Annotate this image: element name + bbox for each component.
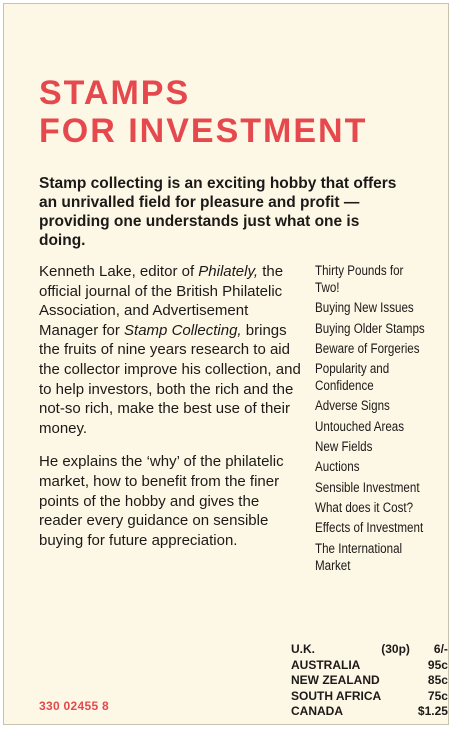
price-extra <box>381 673 418 689</box>
contents-item: Auctions <box>315 459 360 475</box>
contents-item: What does it Cost? <box>315 499 414 515</box>
contents-item: Effects of Investment <box>315 520 424 536</box>
contents-item: The International Market <box>315 540 403 573</box>
contents-item: Adverse Signs <box>315 398 390 414</box>
book-title <box>39 74 367 150</box>
price-row <box>291 673 448 689</box>
title-line-2: FOR INVESTMENT <box>39 112 368 150</box>
contents-item: Thirty Pounds for Two! <box>315 263 404 295</box>
description-column <box>39 262 304 564</box>
price-extra: (30p) <box>381 642 410 656</box>
price-row <box>291 642 448 658</box>
title-line-1: STAMPS <box>39 74 191 112</box>
book-back-cover <box>3 3 449 725</box>
paragraph-1-text-a: Kenneth Lake, editor of <box>39 263 199 280</box>
price-amount: 6/- <box>433 642 448 656</box>
price-amount: 75c <box>427 688 448 703</box>
price-row <box>291 704 448 720</box>
price-extra <box>381 689 418 705</box>
contents-item: Buying Older Stamps <box>315 320 425 336</box>
price-country: CANADA <box>291 704 343 718</box>
contents-item: Beware of Forgeries <box>315 340 420 356</box>
price-row <box>291 689 448 705</box>
contents-item: New Fields <box>315 439 373 455</box>
price-country: SOUTH AFRICA <box>291 688 382 703</box>
contents-item: Sensible Investment <box>315 479 420 495</box>
paragraph-1-text-c: brings the fruits of nine years research to aid the collector improve his collection, and to help investors, both the rich and the not-so rich, make the best use of their money. <box>39 321 301 437</box>
price-amount: 85c <box>427 673 448 687</box>
lead-paragraph: Stamp collecting is an exciting hobby that offers an unrivalled field for pleasure and profit — providing one understands just what one is doing. <box>39 175 397 249</box>
price-extra <box>381 658 418 674</box>
contents-item: Popularity and Confidence <box>315 361 390 394</box>
isbn: 330 02455 8 <box>39 699 110 713</box>
price-country: NEW ZEALAND <box>291 673 380 687</box>
description-paragraph-1 <box>39 262 304 438</box>
paragraph-1-italic-b: Stamp Collecting, <box>124 321 242 339</box>
price-country: U.K. <box>291 642 315 656</box>
price-table <box>291 642 448 720</box>
paragraph-1-italic-a: Philately, <box>198 263 259 280</box>
price-amount: $1.25 <box>417 704 448 718</box>
contents-list <box>315 262 427 577</box>
paragraph-1-text-b: the official journal of the British Philatelic Association, and Advertisement Manager for <box>39 263 284 339</box>
contents-item: Buying New Issues <box>315 300 414 316</box>
price-amount: 95c <box>427 657 448 672</box>
description-paragraph-2: He explains the ‘why’ of the philatelic market, how to benefit from the finer points of the hobby and gives the reader every guidance on sensible buying for future appreciation. <box>39 453 284 549</box>
price-row <box>291 658 448 674</box>
contents-item: Untouched Areas <box>315 418 405 434</box>
price-country: AUSTRALIA <box>291 657 361 672</box>
price-extra <box>381 704 418 720</box>
